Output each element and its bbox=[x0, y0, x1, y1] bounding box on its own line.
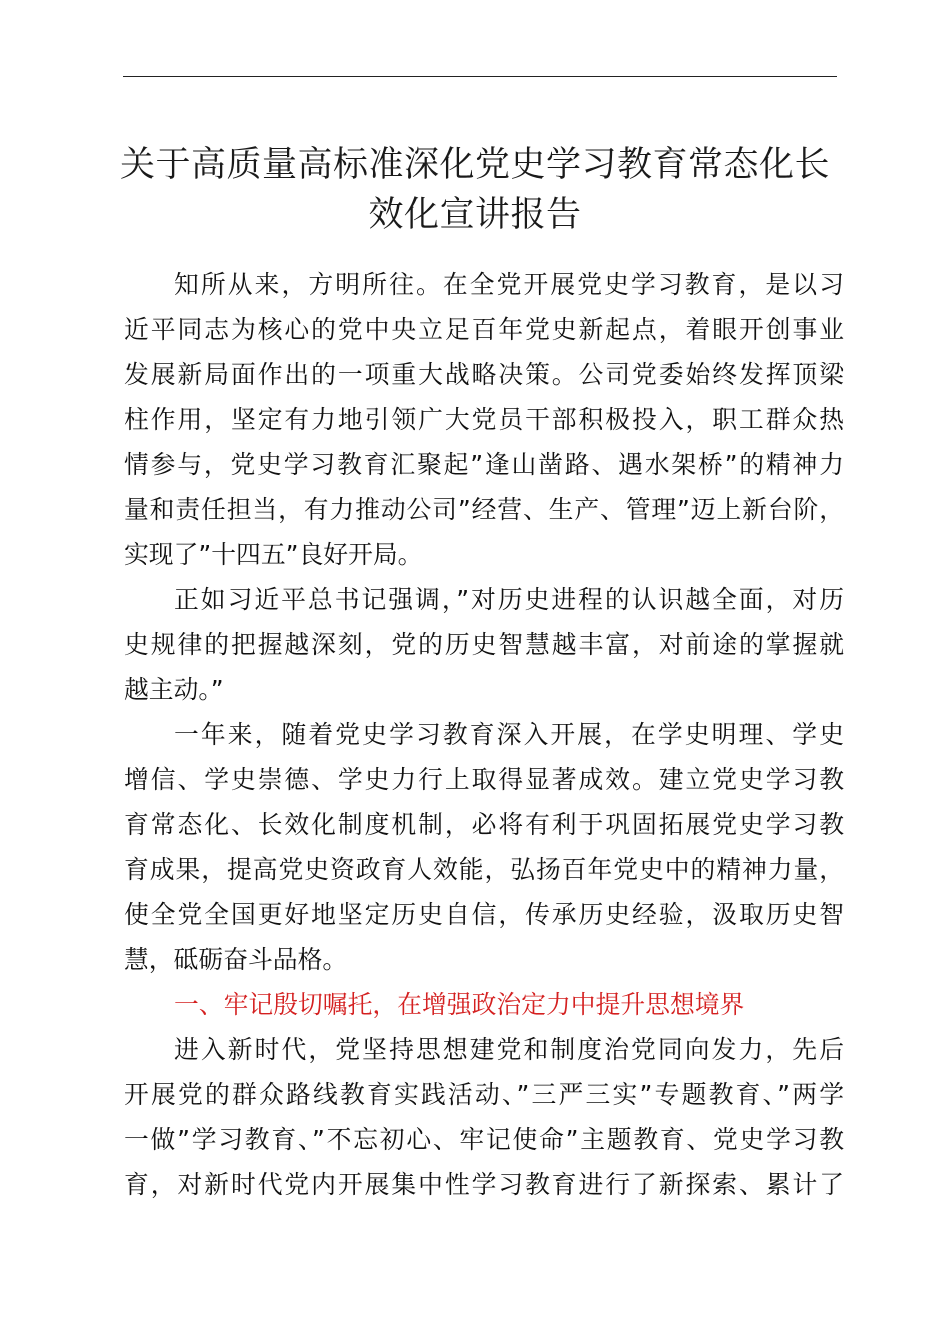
paragraph-line: 一年来，随着党史学习教育深入开展，在学史明理、学史 bbox=[174, 720, 844, 749]
paragraph-line: 情参与，党史学习教育汇聚起”逢山凿路、遇水架桥”的精神力 bbox=[124, 450, 844, 479]
paragraph-line: 正如习近平总书记强调，”对历史进程的认识越全面，对历 bbox=[174, 585, 844, 614]
paragraph-line: 使全党全国更好地坚定历史自信，传承历史经验，汲取历史智 bbox=[124, 900, 844, 929]
paragraph-line: 史规律的把握越深刻，党的历史智慧越丰富，对前途的掌握就 bbox=[124, 630, 844, 659]
paragraph-line: 慧，砥砺奋斗品格。 bbox=[124, 945, 348, 974]
paragraph bbox=[124, 712, 844, 982]
header-rule bbox=[123, 76, 837, 77]
document-title bbox=[100, 140, 850, 240]
title-line: 效化宣讲报告 bbox=[368, 195, 582, 235]
section-heading bbox=[124, 982, 844, 1027]
paragraph bbox=[124, 577, 844, 712]
paragraph-line: 一做”学习教育、”不忘初心、牢记使命”主题教育、党史学习教 bbox=[124, 1125, 844, 1154]
paragraph-line: 育成果，提高党史资政育人效能，弘扬百年党史中的精神力量， bbox=[124, 855, 844, 884]
paragraph-line: 近平同志为核心的党中央立足百年党史新起点，着眼开创事业 bbox=[124, 315, 844, 344]
paragraph-line: 增信、学史崇德、学史力行上取得显著成效。建立党史学习教 bbox=[124, 765, 844, 794]
paragraph-line: 柱作用，坚定有力地引领广大党员干部积极投入，职工群众热 bbox=[124, 405, 844, 434]
paragraph-line: 进入新时代，党坚持思想建党和制度治党同向发力，先后 bbox=[174, 1035, 844, 1064]
paragraph bbox=[124, 262, 844, 577]
paragraph-line: 越主动。” bbox=[124, 675, 224, 704]
paragraph-line: 育，对新时代党内开展集中性学习教育进行了新探索、累计了 bbox=[124, 1170, 844, 1199]
paragraph bbox=[124, 1027, 844, 1207]
paragraph-line: 育常态化、长效化制度机制，必将有利于巩固拓展党史学习教 bbox=[124, 810, 844, 839]
paragraph-line: 开展党的群众路线教育实践活动、”三严三实”专题教育、”两学 bbox=[124, 1080, 844, 1109]
document-body bbox=[124, 262, 844, 1207]
paragraph-line: 实现了”十四五”良好开局。 bbox=[124, 540, 423, 569]
paragraph-line: 发展新局面作出的一项重大战略决策。公司党委始终发挥顶梁 bbox=[124, 360, 844, 389]
section-heading-text: 一、牢记殷切嘱托，在增强政治定力中提升思想境界 bbox=[174, 990, 745, 1019]
paragraph-line: 量和责任担当，有力推动公司”经营、生产、管理”迈上新台阶， bbox=[124, 495, 844, 524]
title-line: 关于高质量高标准深化党史学习教育常态化长 bbox=[119, 145, 830, 185]
paragraph-line: 知所从来，方明所往。在全党开展党史学习教育，是以习 bbox=[174, 270, 844, 299]
